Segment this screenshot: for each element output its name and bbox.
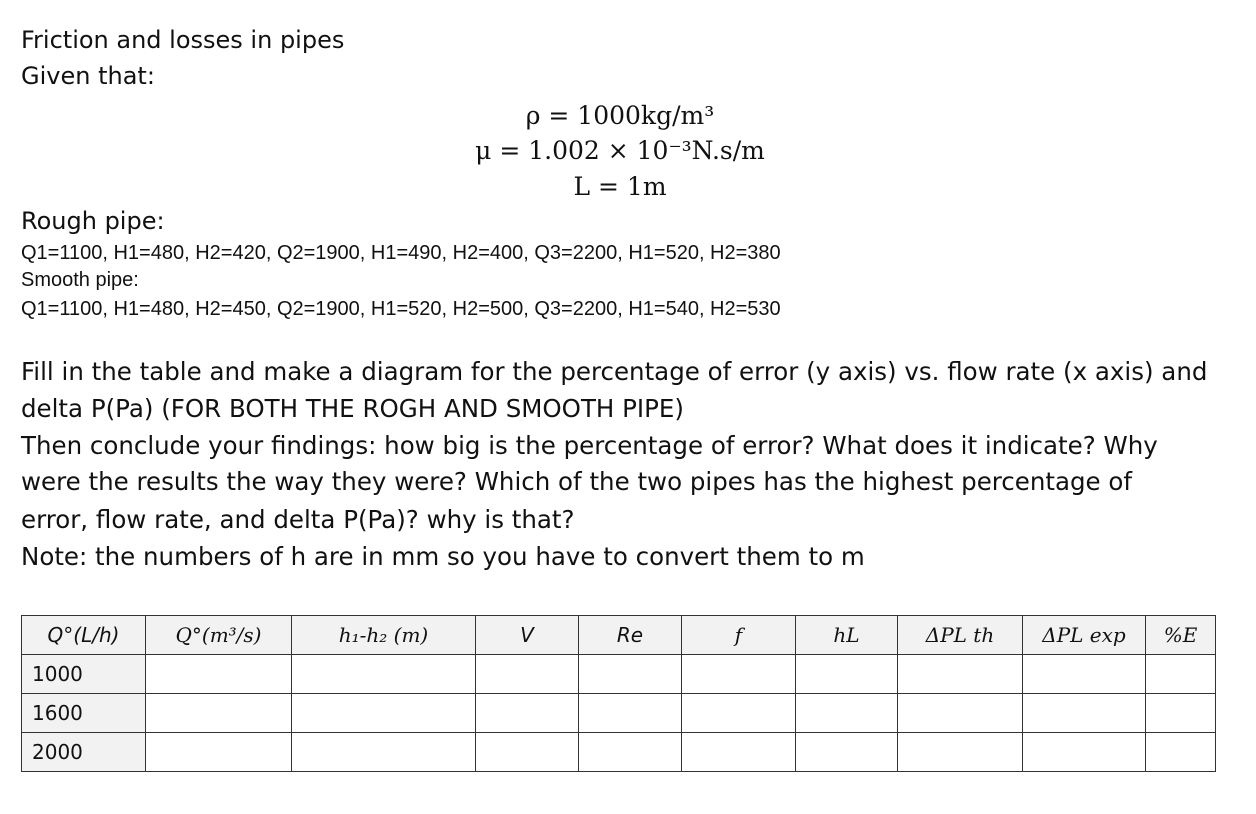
instruction-line-2: delta P(Pa) (FOR BOTH THE ROGH AND SMOOTH PIPE) — [21, 394, 684, 423]
row-flow-value: 1000 — [22, 655, 146, 694]
equation-density: ρ = 1000kg/m³ — [525, 101, 715, 130]
table-row — [22, 655, 1216, 694]
header-velocity: V — [476, 616, 579, 655]
empty-cell — [898, 655, 1023, 694]
empty-cell — [146, 655, 292, 694]
results-table — [21, 615, 1216, 772]
rough-pipe-values: Q1=1100, H1=480, H2=420, Q2=1900, H1=490, H2=400, Q3=2200, H1=520, H2=380 — [21, 242, 781, 264]
empty-cell — [1023, 655, 1146, 694]
instruction-line-1: Fill in the table and make a diagram for the percentage of error (y axis) vs. flow rate (x axis) and — [21, 357, 1208, 386]
row-flow-value: 1600 — [22, 694, 146, 733]
empty-cell — [579, 694, 682, 733]
empty-cell — [1146, 655, 1216, 694]
empty-cell — [1023, 733, 1146, 772]
header-dp-theoretical: ΔPL th — [898, 616, 1023, 655]
empty-cell — [476, 694, 579, 733]
empty-cell — [682, 655, 796, 694]
empty-cell — [1146, 733, 1216, 772]
empty-cell — [898, 733, 1023, 772]
header-head-loss: hL — [796, 616, 898, 655]
row-flow-value: 2000 — [22, 733, 146, 772]
header-flow-lh: Q°(L/h) — [22, 616, 146, 655]
header-reynolds: Re — [579, 616, 682, 655]
empty-cell — [579, 655, 682, 694]
table-header-row — [22, 616, 1216, 655]
equation-length: L = 1m — [573, 172, 667, 201]
empty-cell — [146, 694, 292, 733]
smooth-pipe-values: Q1=1100, H1=480, H2=450, Q2=1900, H1=520, H2=500, Q3=2200, H1=540, H2=530 — [21, 298, 781, 320]
empty-cell — [292, 655, 476, 694]
empty-cell — [292, 694, 476, 733]
empty-cell — [1023, 694, 1146, 733]
empty-cell — [292, 733, 476, 772]
equation-viscosity: μ = 1.002 × 10⁻³N.s/m — [475, 136, 765, 165]
empty-cell — [796, 694, 898, 733]
rough-pipe-label: Rough pipe: — [21, 207, 165, 235]
empty-cell — [579, 733, 682, 772]
empty-cell — [476, 655, 579, 694]
header-dp-experimental: ΔPL exp — [1023, 616, 1146, 655]
empty-cell — [476, 733, 579, 772]
document-title: Friction and losses in pipes — [21, 26, 345, 54]
empty-cell — [682, 694, 796, 733]
header-head-diff: h₁-h₂ (m) — [292, 616, 476, 655]
table-row — [22, 733, 1216, 772]
empty-cell — [682, 733, 796, 772]
empty-cell — [146, 733, 292, 772]
smooth-pipe-label: Smooth pipe: — [21, 269, 139, 291]
instruction-line-6: Note: the numbers of h are in mm so you have to convert them to m — [21, 542, 865, 571]
empty-cell — [796, 655, 898, 694]
empty-cell — [898, 694, 1023, 733]
header-friction-factor: f — [682, 616, 796, 655]
header-flow-m3s: Q°(m³/s) — [146, 616, 292, 655]
header-percent-error: %E — [1146, 616, 1216, 655]
empty-cell — [796, 733, 898, 772]
instruction-line-3: Then conclude your findings: how big is the percentage of error? What does it indicate? Why — [21, 431, 1158, 460]
instruction-line-4: were the results the way they were? Which of the two pipes has the highest percentage of — [21, 467, 1133, 496]
instruction-line-5: error, flow rate, and delta P(Pa)? why is that? — [21, 505, 575, 534]
empty-cell — [1146, 694, 1216, 733]
table-row — [22, 694, 1216, 733]
given-label: Given that: — [21, 62, 155, 90]
